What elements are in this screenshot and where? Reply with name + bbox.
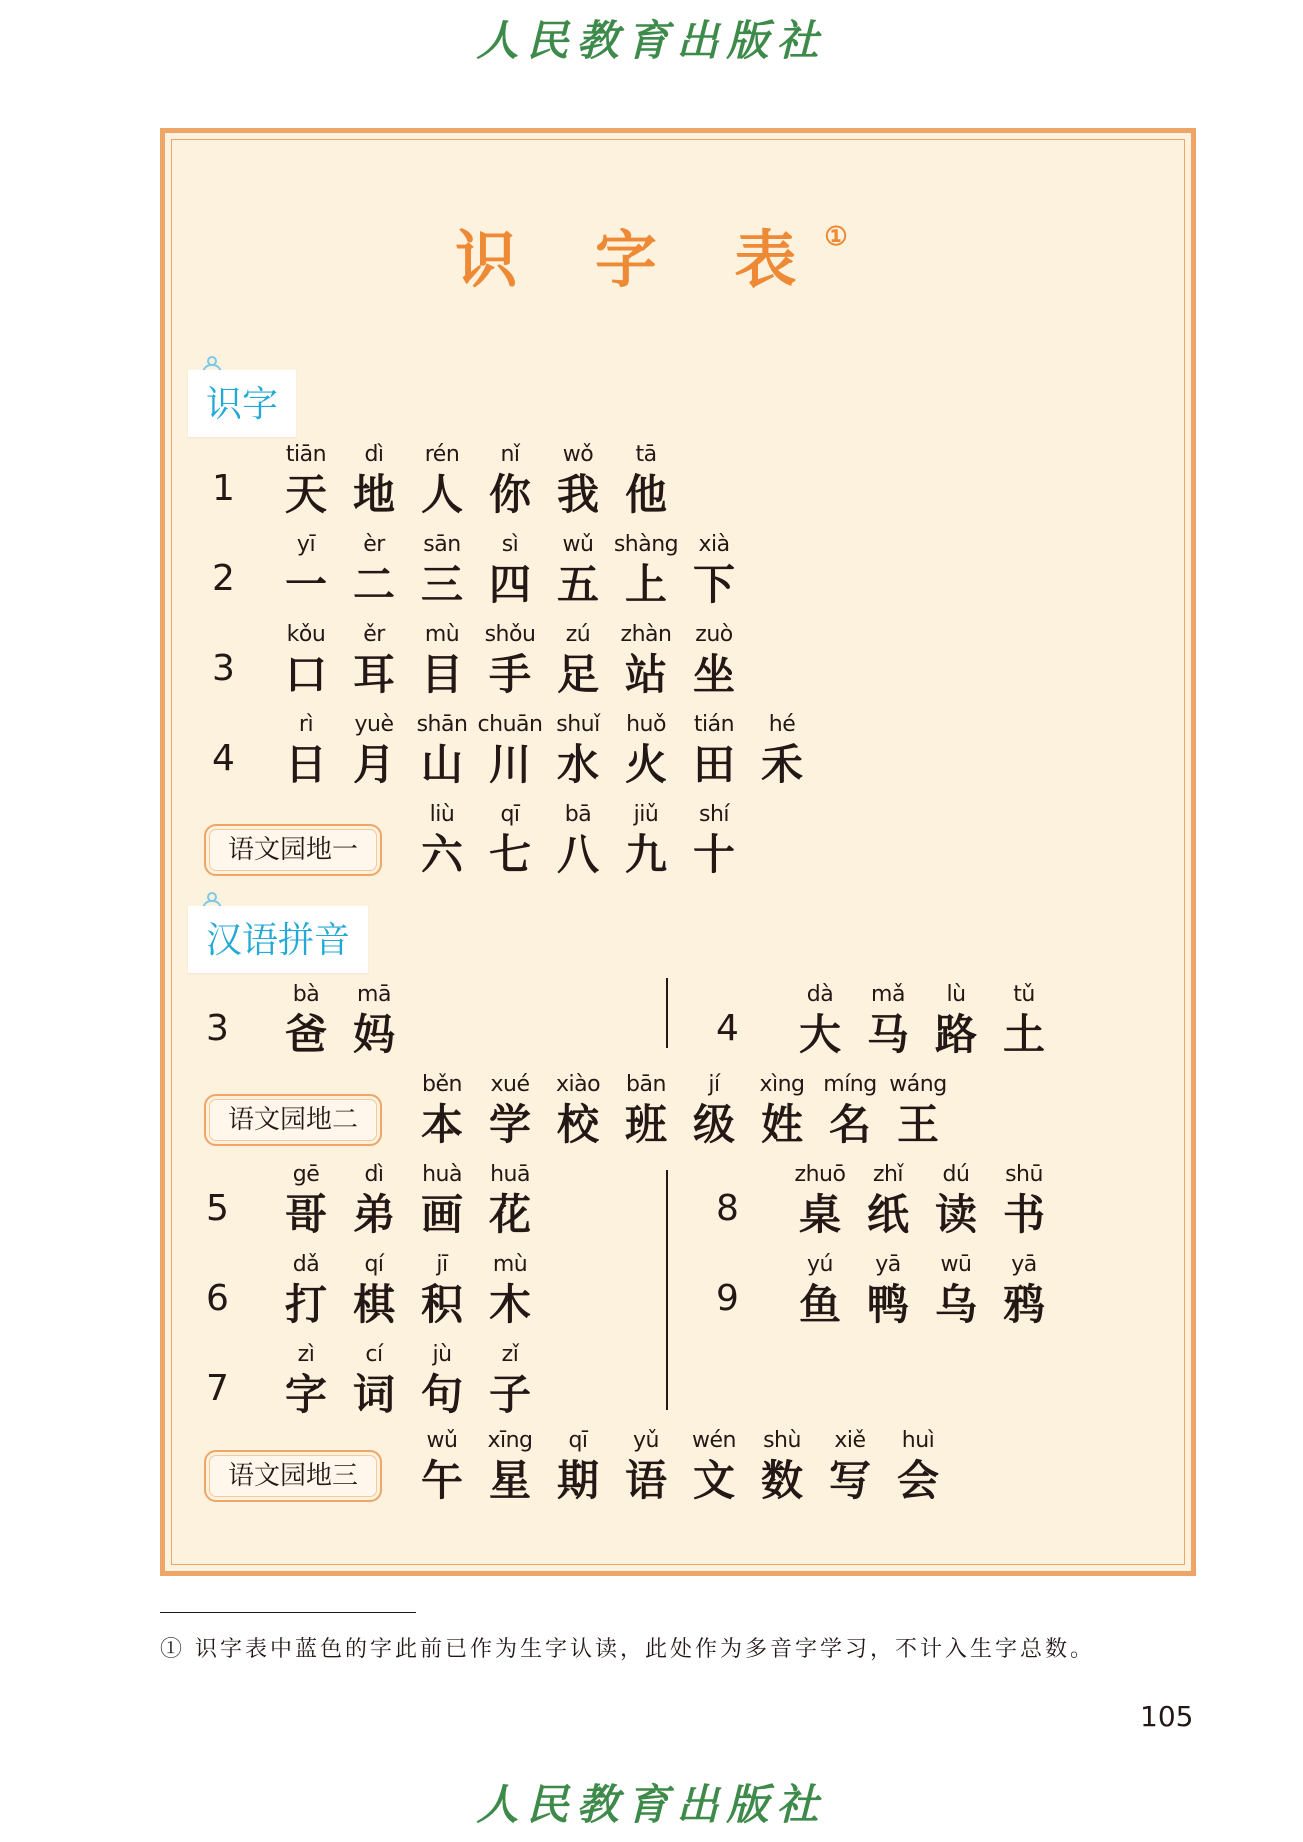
char-cell xyxy=(476,1070,544,1150)
hanzi: 目 xyxy=(420,650,463,699)
hanzi: 你 xyxy=(488,470,531,519)
char-cell xyxy=(922,980,990,1060)
char-cell xyxy=(544,530,612,610)
pinyin: xiào xyxy=(555,1072,601,1097)
lesson-number: 2 xyxy=(212,558,235,599)
char-cell xyxy=(272,530,340,610)
pinyin: rì xyxy=(298,712,314,737)
pinyin: bān xyxy=(626,1072,666,1097)
char-cell xyxy=(408,1160,476,1240)
hanzi: 字 xyxy=(284,1370,327,1419)
hanzi: 六 xyxy=(420,830,463,879)
char-cell xyxy=(748,1426,816,1506)
garden-1-label: 语文园地一 xyxy=(204,824,382,876)
hanzi: 我 xyxy=(556,470,599,519)
char-cell xyxy=(408,1250,476,1330)
pinyin: běn xyxy=(422,1072,462,1097)
hanzi: 鸦 xyxy=(1002,1280,1045,1329)
pinyin: jù xyxy=(432,1342,452,1367)
char-cell xyxy=(854,980,922,1060)
char-cell xyxy=(272,980,340,1060)
hanzi: 天 xyxy=(284,470,327,519)
pinyin: ěr xyxy=(363,622,385,647)
section-tag-shizi: 识字 xyxy=(188,370,296,437)
page-number: 105 xyxy=(1140,1700,1194,1733)
hanzi: 句 xyxy=(420,1370,463,1419)
char-cell xyxy=(272,1250,340,1330)
hanzi: 八 xyxy=(556,830,599,879)
char-cell xyxy=(476,1250,544,1330)
char-cell xyxy=(612,530,680,610)
pinyin: wǒ xyxy=(562,442,594,467)
pinyin: lù xyxy=(946,982,966,1007)
char-cell xyxy=(408,1426,476,1506)
char-cell xyxy=(340,1250,408,1330)
lesson-chars xyxy=(272,1340,544,1420)
pinyin: cí xyxy=(365,1342,383,1367)
hanzi: 数 xyxy=(760,1456,803,1505)
pinyin: yú xyxy=(807,1252,833,1277)
pinyin: rén xyxy=(424,442,460,467)
pinyin: huì xyxy=(901,1428,935,1453)
garden-2-label: 语文园地二 xyxy=(204,1094,382,1146)
char-cell xyxy=(272,1160,340,1240)
hanzi: 站 xyxy=(624,650,667,699)
pinyin: zú xyxy=(565,622,591,647)
pinyin: dì xyxy=(364,442,384,467)
pinyin: míng xyxy=(823,1072,877,1097)
pinyin: wǔ xyxy=(562,532,594,557)
pinyin: dǎ xyxy=(292,1252,320,1277)
pinyin: mā xyxy=(357,982,391,1007)
pinyin: dì xyxy=(364,1162,384,1187)
pinyin: zhǐ xyxy=(872,1162,904,1187)
footnote: ① 识字表中蓝色的字此前已作为生字认读，此处作为多音字学习，不计入生字总数。 xyxy=(160,1637,1095,1662)
char-cell xyxy=(476,530,544,610)
char-cell xyxy=(680,1070,748,1150)
char-cell xyxy=(612,1426,680,1506)
hanzi: 四 xyxy=(488,560,531,609)
garden-3-label: 语文园地三 xyxy=(204,1450,382,1502)
hanzi: 耳 xyxy=(352,650,395,699)
pinyin: wǔ xyxy=(426,1428,458,1453)
hanzi: 会 xyxy=(896,1456,939,1505)
pinyin: yā xyxy=(1011,1252,1037,1277)
pinyin: bà xyxy=(292,982,320,1007)
char-cell xyxy=(680,620,748,700)
pinyin: dú xyxy=(942,1162,970,1187)
char-cell xyxy=(476,440,544,520)
char-cell xyxy=(272,710,340,790)
lesson-number: 9 xyxy=(716,1278,739,1319)
char-cell xyxy=(748,1070,816,1150)
char-cell xyxy=(612,800,680,880)
char-cell xyxy=(476,620,544,700)
lesson-chars xyxy=(786,1250,1058,1330)
hanzi: 上 xyxy=(624,560,667,609)
pinyin: wū xyxy=(940,1252,972,1277)
pinyin: mǎ xyxy=(871,982,905,1007)
hanzi: 桌 xyxy=(798,1190,841,1239)
pinyin: shàng xyxy=(613,532,679,557)
lesson-chars xyxy=(272,620,748,700)
footnote-rule xyxy=(160,1612,416,1613)
pinyin: kǒu xyxy=(286,622,326,647)
hanzi: 他 xyxy=(624,470,667,519)
pinyin: qī xyxy=(568,1428,588,1453)
hanzi: 学 xyxy=(488,1100,531,1149)
pinyin: xià xyxy=(698,532,730,557)
char-cell xyxy=(816,1070,884,1150)
pinyin: tiān xyxy=(285,442,327,467)
pinyin: jiǔ xyxy=(633,802,659,827)
hanzi: 火 xyxy=(624,740,667,789)
char-cell xyxy=(408,710,476,790)
pinyin: xué xyxy=(490,1072,530,1097)
char-cell xyxy=(476,1160,544,1240)
pinyin: dà xyxy=(806,982,834,1007)
hanzi: 弟 xyxy=(352,1190,395,1239)
column-divider xyxy=(666,978,668,1048)
lesson-number: 8 xyxy=(716,1188,739,1229)
char-cell xyxy=(408,620,476,700)
char-cell xyxy=(340,620,408,700)
pinyin: zhàn xyxy=(620,622,672,647)
char-cell xyxy=(340,530,408,610)
pinyin: huā xyxy=(490,1162,530,1187)
hanzi: 坐 xyxy=(692,650,735,699)
hanzi: 画 xyxy=(420,1190,463,1239)
hanzi: 木 xyxy=(488,1280,531,1329)
pinyin: wáng xyxy=(889,1072,947,1097)
char-cell xyxy=(990,1250,1058,1330)
pinyin: bā xyxy=(564,802,592,827)
hanzi: 午 xyxy=(420,1456,463,1505)
lesson-chars xyxy=(272,440,680,520)
char-cell xyxy=(408,1070,476,1150)
char-cell xyxy=(476,800,544,880)
pinyin: shù xyxy=(763,1428,801,1453)
hanzi: 日 xyxy=(284,740,327,789)
pinyin: qí xyxy=(364,1252,384,1277)
char-cell xyxy=(408,440,476,520)
hanzi: 乌 xyxy=(934,1280,977,1329)
pinyin: liù xyxy=(429,802,455,827)
hanzi: 七 xyxy=(488,830,531,879)
pinyin: xiě xyxy=(834,1428,866,1453)
hanzi: 一 xyxy=(284,560,327,609)
pinyin: huǒ xyxy=(626,712,666,737)
pinyin: xīng xyxy=(487,1428,533,1453)
char-cell xyxy=(680,710,748,790)
hanzi: 下 xyxy=(692,560,735,609)
char-cell xyxy=(408,800,476,880)
char-cell xyxy=(680,800,748,880)
char-cell xyxy=(340,1340,408,1420)
hanzi: 哥 xyxy=(284,1190,327,1239)
hanzi: 纸 xyxy=(866,1190,909,1239)
char-cell xyxy=(544,1426,612,1506)
hanzi: 文 xyxy=(692,1456,735,1505)
hanzi: 川 xyxy=(488,740,531,789)
garden-2-chars xyxy=(408,1070,952,1150)
lesson-number: 4 xyxy=(716,1008,739,1049)
lesson-number: 4 xyxy=(212,738,235,779)
hanzi: 二 xyxy=(352,560,395,609)
hanzi: 词 xyxy=(352,1370,395,1419)
pinyin: sì xyxy=(501,532,519,557)
pinyin: huà xyxy=(422,1162,462,1187)
char-cell xyxy=(612,620,680,700)
hanzi: 田 xyxy=(692,740,735,789)
hanzi: 妈 xyxy=(352,1010,395,1059)
char-cell xyxy=(544,1070,612,1150)
pinyin: yī xyxy=(296,532,316,557)
hanzi: 足 xyxy=(556,650,599,699)
hanzi: 积 xyxy=(420,1280,463,1329)
hanzi: 月 xyxy=(352,740,395,789)
pinyin: zǐ xyxy=(501,1342,519,1367)
hanzi: 子 xyxy=(488,1370,531,1419)
lesson-chars xyxy=(272,980,408,1060)
hanzi: 语 xyxy=(624,1456,667,1505)
hanzi: 星 xyxy=(488,1456,531,1505)
lesson-chars xyxy=(786,980,1058,1060)
lesson-chars xyxy=(786,1160,1058,1240)
hanzi: 读 xyxy=(934,1190,977,1239)
pinyin: tián xyxy=(693,712,735,737)
char-cell xyxy=(408,530,476,610)
garden-1-chars xyxy=(408,800,748,880)
pinyin: èr xyxy=(363,532,385,557)
char-cell xyxy=(680,1426,748,1506)
hanzi: 十 xyxy=(692,830,735,879)
pinyin: shuǐ xyxy=(556,712,600,737)
hanzi: 三 xyxy=(420,560,463,609)
char-cell xyxy=(922,1250,990,1330)
hanzi: 水 xyxy=(556,740,599,789)
hanzi: 王 xyxy=(896,1100,939,1149)
lesson-chars xyxy=(272,530,748,610)
pinyin: wén xyxy=(692,1428,736,1453)
pinyin: mù xyxy=(424,622,460,647)
char-cell xyxy=(854,1250,922,1330)
pinyin: tǔ xyxy=(1013,982,1035,1007)
pinyin: yā xyxy=(875,1252,901,1277)
pinyin: shū xyxy=(1005,1162,1043,1187)
publisher-logo-bottom: 人民教育出版社 xyxy=(476,1780,827,1829)
char-cell xyxy=(748,710,816,790)
char-cell xyxy=(340,440,408,520)
pinyin: zuò xyxy=(695,622,733,647)
column-divider xyxy=(666,1170,668,1410)
pinyin: mù xyxy=(492,1252,528,1277)
char-cell xyxy=(476,1426,544,1506)
hanzi: 名 xyxy=(828,1100,871,1149)
pinyin: shí xyxy=(698,802,730,827)
pinyin: jí xyxy=(708,1072,720,1097)
title-note-mark: ① xyxy=(824,222,848,253)
hanzi: 五 xyxy=(556,560,599,609)
hanzi: 校 xyxy=(556,1100,599,1149)
char-cell xyxy=(544,620,612,700)
pinyin: nǐ xyxy=(500,442,520,467)
section-tag-hanyu-pinyin: 汉语拼音 xyxy=(188,906,368,973)
char-cell xyxy=(544,710,612,790)
char-cell xyxy=(272,440,340,520)
pinyin: tā xyxy=(635,442,657,467)
char-cell xyxy=(612,1070,680,1150)
pinyin: jī xyxy=(436,1252,448,1277)
lesson-number: 6 xyxy=(206,1278,229,1319)
char-cell xyxy=(544,440,612,520)
char-cell xyxy=(612,440,680,520)
hanzi: 手 xyxy=(488,650,531,699)
lesson-number: 3 xyxy=(206,1008,229,1049)
title-text: 识 字 表 xyxy=(455,223,825,296)
char-cell xyxy=(476,1340,544,1420)
char-cell xyxy=(340,980,408,1060)
hanzi: 爸 xyxy=(284,1010,327,1059)
lesson-chars xyxy=(272,1250,544,1330)
hanzi: 班 xyxy=(624,1100,667,1149)
lesson-number: 7 xyxy=(206,1368,229,1409)
pinyin: yǔ xyxy=(633,1428,659,1453)
hanzi: 花 xyxy=(488,1190,531,1239)
char-cell xyxy=(272,620,340,700)
hanzi: 姓 xyxy=(760,1100,803,1149)
lesson-chars xyxy=(272,710,816,790)
char-cell xyxy=(786,1160,854,1240)
pinyin: zì xyxy=(297,1342,315,1367)
lesson-chars xyxy=(272,1160,544,1240)
char-cell xyxy=(340,1160,408,1240)
hanzi: 写 xyxy=(828,1456,871,1505)
pinyin: yuè xyxy=(354,712,394,737)
char-cell xyxy=(408,1340,476,1420)
hanzi: 路 xyxy=(934,1010,977,1059)
pinyin: qī xyxy=(500,802,520,827)
hanzi: 马 xyxy=(866,1010,909,1059)
char-cell xyxy=(544,800,612,880)
hanzi: 打 xyxy=(284,1280,327,1329)
hanzi: 书 xyxy=(1002,1190,1045,1239)
hanzi: 期 xyxy=(556,1456,599,1505)
pinyin: gē xyxy=(292,1162,320,1187)
hanzi: 土 xyxy=(1002,1010,1045,1059)
pinyin: hé xyxy=(768,712,796,737)
hanzi: 九 xyxy=(624,830,667,879)
hanzi: 棋 xyxy=(352,1280,395,1329)
hanzi: 人 xyxy=(420,470,463,519)
char-cell xyxy=(884,1070,952,1150)
hanzi: 山 xyxy=(420,740,463,789)
pinyin: zhuō xyxy=(794,1162,846,1187)
char-cell xyxy=(922,1160,990,1240)
pinyin: shǒu xyxy=(484,622,536,647)
hanzi: 禾 xyxy=(760,740,803,789)
hanzi: 鱼 xyxy=(798,1280,841,1329)
char-cell xyxy=(990,980,1058,1060)
hanzi: 大 xyxy=(798,1010,841,1059)
hanzi: 口 xyxy=(284,650,327,699)
lesson-number: 5 xyxy=(206,1188,229,1229)
char-cell xyxy=(476,710,544,790)
hanzi: 鸭 xyxy=(866,1280,909,1329)
hanzi: 级 xyxy=(692,1100,735,1149)
char-cell xyxy=(340,710,408,790)
char-cell xyxy=(884,1426,952,1506)
char-cell xyxy=(612,710,680,790)
char-cell xyxy=(854,1160,922,1240)
char-cell xyxy=(816,1426,884,1506)
char-cell xyxy=(680,530,748,610)
pinyin: shān xyxy=(416,712,468,737)
char-cell xyxy=(786,980,854,1060)
char-cell xyxy=(272,1340,340,1420)
pinyin: sān xyxy=(423,532,461,557)
hanzi: 本 xyxy=(420,1100,463,1149)
page-title xyxy=(0,210,1303,299)
char-cell xyxy=(990,1160,1058,1240)
publisher-logo-top: 人民教育出版社 xyxy=(476,16,827,65)
garden-3-chars xyxy=(408,1426,952,1506)
char-cell xyxy=(786,1250,854,1330)
pinyin: chuān xyxy=(477,712,543,737)
lesson-number: 1 xyxy=(212,468,235,509)
hanzi: 地 xyxy=(352,470,395,519)
pinyin: xìng xyxy=(759,1072,805,1097)
lesson-number: 3 xyxy=(212,648,235,689)
